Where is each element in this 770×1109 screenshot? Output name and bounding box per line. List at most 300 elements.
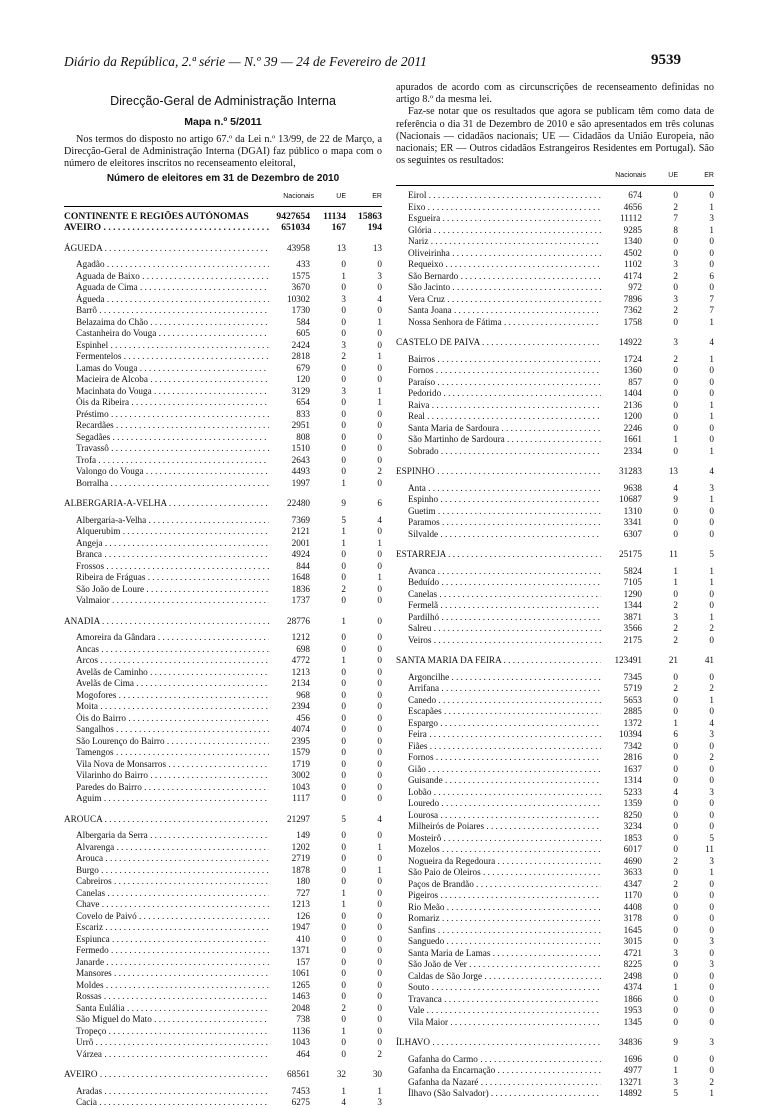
row-name: Avelãs de Caminho . . .	[76, 667, 269, 679]
er-value: 1	[377, 385, 382, 396]
parish-row	[64, 678, 382, 690]
nacionais-value: 13271	[619, 1076, 642, 1087]
ue-value: 0	[341, 724, 346, 735]
ue-value: 0	[341, 595, 346, 606]
er-value: 0	[709, 247, 714, 258]
row-name: Chave . . .	[76, 899, 269, 911]
ue-value: 0	[341, 712, 346, 723]
row-name: Guisande . . .	[408, 775, 601, 787]
parish-row	[64, 690, 382, 702]
er-value: 0	[377, 1014, 382, 1025]
nacionais-value: 972	[628, 282, 642, 293]
er-value: 0	[709, 890, 714, 901]
er-value: 0	[709, 505, 714, 516]
parish-row	[396, 787, 714, 799]
nacionais-value: 1637	[623, 763, 642, 774]
er-value: 1	[709, 224, 714, 235]
nacionais-value: 149	[296, 830, 310, 841]
row-name: Barrô . . .	[76, 305, 269, 317]
nacionais-value: 584	[296, 316, 310, 327]
parish-row	[64, 934, 382, 946]
er-value: 0	[377, 781, 382, 792]
row-name: Fermelã . . .	[408, 600, 601, 612]
municipality-row	[64, 498, 382, 510]
parish-row	[64, 549, 382, 561]
parish-row	[64, 980, 382, 992]
parish-row	[396, 305, 714, 317]
ue-value: 1	[673, 717, 678, 728]
parish-row	[396, 483, 714, 495]
er-value: 0	[377, 770, 382, 781]
ue-value: 0	[673, 588, 678, 599]
row-name: Romariz . . .	[408, 913, 601, 925]
er-value: 0	[377, 374, 382, 385]
parish-row	[396, 566, 714, 578]
ue-value: 0	[673, 763, 678, 774]
row-name: Aradas . . .	[76, 1086, 269, 1098]
ue-value: 0	[341, 689, 346, 700]
row-name: Ílhavo (São Salvador) . . .	[408, 1088, 601, 1100]
parish-row	[396, 833, 714, 845]
nacionais-value: 2175	[623, 634, 642, 645]
ue-value: 0	[341, 454, 346, 465]
row-name: Pigeiros . . .	[408, 890, 601, 902]
row-name: Lamas do Vouga . . .	[76, 363, 269, 375]
nacionais-value: 2136	[623, 399, 642, 410]
ue-value: 0	[341, 701, 346, 712]
parish-row	[396, 600, 714, 612]
nacionais-value: 126	[296, 910, 310, 921]
ue-value: 0	[673, 740, 678, 751]
nacionais-value: 9285	[623, 224, 642, 235]
parish-row	[64, 736, 382, 748]
row-name: Burgo . . .	[76, 865, 269, 877]
er-value: 1	[709, 577, 714, 588]
nacionais-value: 34836	[619, 1037, 642, 1048]
ue-value: 1	[673, 1065, 678, 1076]
nacionais-value: 31283	[619, 466, 642, 477]
row-name: Lourosa . . .	[408, 810, 601, 822]
parish-row	[64, 899, 382, 911]
row-name: Fiães . . .	[408, 741, 601, 753]
nacionais-value: 180	[296, 876, 310, 887]
er-value: 0	[377, 689, 382, 700]
nacionais-value: 833	[296, 408, 310, 419]
row-name: Nariz . . .	[408, 236, 601, 248]
nacionais-value: 21297	[287, 813, 310, 824]
row-name: Canelas . . .	[408, 589, 601, 601]
ue-value: 3	[673, 1076, 678, 1087]
er-value: 0	[709, 422, 714, 433]
nacionais-value: 651034	[281, 222, 310, 234]
er-value: 0	[709, 600, 714, 611]
nacionais-value: 7896	[623, 293, 642, 304]
municipality-row	[64, 243, 382, 255]
ue-value: 1	[341, 477, 346, 488]
ue-value: 1	[341, 537, 346, 548]
row-name: Paraíso . . .	[408, 377, 601, 389]
ue-value: 3	[673, 947, 678, 958]
ue-value: 1	[341, 887, 346, 898]
ue-value: 3	[673, 259, 678, 270]
nacionais-value: 1314	[623, 775, 642, 786]
nacionais-value: 7345	[623, 671, 642, 682]
ue-value: 0	[673, 924, 678, 935]
parish-row	[64, 782, 382, 794]
row-name: ÍLHAVO . . .	[396, 1037, 601, 1049]
parish-row	[64, 572, 382, 584]
nacionais-value: 8250	[623, 809, 642, 820]
parish-row	[396, 259, 714, 271]
er-value: 0	[377, 968, 382, 979]
nacionais-value: 2816	[623, 752, 642, 763]
er-value: 1	[377, 397, 382, 408]
parish-row	[396, 377, 714, 389]
er-value: 0	[377, 1002, 382, 1013]
er-value: 0	[377, 724, 382, 735]
ue-value: 7	[673, 213, 678, 224]
nacionais-value: 727	[296, 887, 310, 898]
nacionais-value: 5233	[623, 786, 642, 797]
parish-row	[64, 432, 382, 444]
ue-value: 3	[673, 293, 678, 304]
er-value: 0	[709, 878, 714, 889]
nacionais-value: 5719	[623, 683, 642, 694]
department-title: Direcção-Geral de Administração Interna	[110, 94, 336, 108]
nacionais-value: 4656	[623, 201, 642, 212]
ue-value: 0	[341, 864, 346, 875]
parish-row	[396, 959, 714, 971]
parish-row	[64, 876, 382, 888]
nacionais-value: 1372	[623, 717, 642, 728]
parish-row	[64, 374, 382, 386]
municipality-row	[64, 616, 382, 628]
er-value: 0	[709, 282, 714, 293]
er-value: 0	[377, 595, 382, 606]
nacionais-value: 2395	[291, 735, 310, 746]
er-value: 0	[377, 712, 382, 723]
er-value: 0	[377, 933, 382, 944]
nacionais-value: 1371	[291, 945, 310, 956]
er-value: 1	[377, 351, 382, 362]
er-value: 0	[709, 821, 714, 832]
ue-value: 0	[341, 956, 346, 967]
parish-row	[396, 764, 714, 776]
parish-row	[64, 1037, 382, 1049]
nacionais-value: 3670	[291, 282, 310, 293]
parish-row	[64, 478, 382, 490]
nacionais-value: 1730	[291, 305, 310, 316]
nacionais-value: 3002	[291, 770, 310, 781]
parish-row	[396, 612, 714, 624]
er-value: 0	[709, 809, 714, 820]
er-value: 0	[709, 517, 714, 528]
row-name: Santa Joana . . .	[408, 305, 601, 317]
parish-row	[396, 994, 714, 1006]
er-value: 1	[709, 411, 714, 422]
er-value: 3	[709, 959, 714, 970]
ue-value: 0	[341, 316, 346, 327]
er-value: 4	[377, 813, 382, 824]
row-name: Castanheira do Vouga . . .	[76, 328, 269, 340]
left-column	[64, 90, 382, 1109]
row-name: Louredo . . .	[408, 798, 601, 810]
ue-value: 2	[673, 683, 678, 694]
er-value: 1	[377, 1085, 382, 1096]
er-value: 0	[377, 560, 382, 571]
nacionais-value: 1719	[291, 758, 310, 769]
nacionais-value: 2246	[623, 422, 642, 433]
er-value: 1	[377, 572, 382, 583]
row-name: Mozelos . . .	[408, 844, 601, 856]
row-name: Aguim . . .	[76, 793, 269, 805]
parish-row	[396, 718, 714, 730]
ue-value: 0	[673, 832, 678, 843]
row-name: Valmaior . . .	[76, 595, 269, 607]
parish-row	[396, 948, 714, 960]
parish-row	[64, 584, 382, 596]
nacionais-value: 1102	[623, 259, 642, 270]
nacionais-value: 2951	[291, 420, 310, 431]
nacionais-value: 1310	[623, 505, 642, 516]
nacionais-value: 1510	[291, 443, 310, 454]
row-name: Fornos . . .	[408, 365, 601, 377]
parish-row	[64, 922, 382, 934]
er-value: 5	[709, 832, 714, 843]
nacionais-value: 7453	[291, 1085, 310, 1096]
parish-row	[64, 328, 382, 340]
ue-value: 0	[341, 841, 346, 852]
er-value: 0	[377, 328, 382, 339]
er-value: 0	[377, 678, 382, 689]
row-name: Glória . . .	[408, 225, 601, 237]
parish-row	[396, 365, 714, 377]
parish-row	[396, 190, 714, 202]
ue-value: 13	[668, 466, 678, 477]
row-name: Beduído . . .	[408, 577, 601, 589]
ue-value: 0	[341, 328, 346, 339]
ue-value: 0	[673, 959, 678, 970]
ue-value: 0	[341, 408, 346, 419]
parish-row	[64, 991, 382, 1003]
nacionais-value: 8225	[623, 959, 642, 970]
ue-value: 0	[341, 362, 346, 373]
row-name: São Miguel do Mato . . .	[76, 1014, 269, 1026]
ue-value: 0	[341, 770, 346, 781]
municipality-row	[396, 337, 714, 349]
nacionais-value: 6275	[291, 1097, 310, 1108]
parish-row	[64, 282, 382, 294]
nacionais-value: 857	[628, 376, 642, 387]
municipality-row	[64, 1069, 382, 1081]
ue-value: 0	[673, 517, 678, 528]
ue-value: 0	[341, 793, 346, 804]
nacionais-value: 3234	[623, 821, 642, 832]
er-value: 1	[377, 864, 382, 875]
parish-row	[396, 695, 714, 707]
ue-value: 4	[673, 482, 678, 493]
nacionais-value: 2134	[291, 678, 310, 689]
ue-value: 0	[673, 821, 678, 832]
parish-row	[64, 1086, 382, 1098]
ue-value: 0	[341, 968, 346, 979]
er-value: 0	[377, 922, 382, 933]
continuation-paragraph: apurados de acordo com as circunscrições de recenseamento definidas no artigo 8.º da mesma lei.	[396, 82, 714, 106]
ue-value: 0	[341, 830, 346, 841]
nacionais-value: 808	[296, 431, 310, 442]
ue-value: 4	[341, 1097, 346, 1108]
parish-row	[396, 236, 714, 248]
parish-row	[396, 282, 714, 294]
row-name: Santa Eulália . . .	[76, 1003, 269, 1015]
ue-value: 2	[673, 201, 678, 212]
row-name: Mosteirô . . .	[408, 833, 601, 845]
ue-value: 2	[341, 1002, 346, 1013]
parish-row	[396, 494, 714, 506]
col-header-er: ER	[704, 172, 714, 180]
ue-value: 2	[673, 855, 678, 866]
er-value: 0	[709, 671, 714, 682]
row-name: Macinhata do Vouga . . .	[76, 386, 269, 398]
row-name: Trofa . . .	[76, 455, 269, 467]
parish-row	[396, 577, 714, 589]
row-name: São Lourenço do Bairro . . .	[76, 736, 269, 748]
row-name: Espargo . . .	[408, 718, 601, 730]
er-value: 0	[377, 910, 382, 921]
ue-value: 0	[341, 1037, 346, 1048]
row-name: Vila Nova de Monsarros . . .	[76, 759, 269, 771]
nacionais-value: 2885	[623, 706, 642, 717]
row-name: Paredes do Bairro . . .	[76, 782, 269, 794]
er-value: 0	[709, 993, 714, 1004]
nacionais-value: 1340	[623, 236, 642, 247]
ue-value: 0	[673, 798, 678, 809]
parish-row	[396, 683, 714, 695]
row-name: Arouca . . .	[76, 853, 269, 865]
ue-value: 1	[341, 615, 346, 626]
ue-value: 1	[341, 526, 346, 537]
ue-value: 5	[341, 514, 346, 525]
er-value: 0	[709, 763, 714, 774]
er-value: 13	[372, 242, 382, 253]
row-name: Alvarenga . . .	[76, 842, 269, 854]
nacionais-value: 3566	[623, 623, 642, 634]
row-name: Segadães . . .	[76, 432, 269, 444]
nacionais-value: 1359	[623, 798, 642, 809]
parish-row	[64, 793, 382, 805]
nacionais-value: 433	[296, 259, 310, 270]
nacionais-value: 2818	[291, 351, 310, 362]
nacionais-value: 3178	[623, 913, 642, 924]
parish-row	[64, 515, 382, 527]
parish-row	[396, 423, 714, 435]
er-value: 0	[709, 1065, 714, 1076]
row-name: Préstimo . . .	[76, 409, 269, 421]
ue-value: 8	[673, 224, 678, 235]
parish-row	[396, 798, 714, 810]
row-name: Urrô . . .	[76, 1037, 269, 1049]
ue-value: 0	[673, 388, 678, 399]
er-value: 0	[377, 747, 382, 758]
ue-value: 0	[673, 505, 678, 516]
er-value: 3	[709, 936, 714, 947]
nacionais-value: 7342	[623, 740, 642, 751]
parish-row	[64, 386, 382, 398]
er-value: 0	[709, 259, 714, 270]
nacionais-value: 674	[628, 190, 642, 201]
er-value: 3	[377, 1097, 382, 1108]
row-name: Santa Maria de Lamas . . .	[408, 948, 601, 960]
row-name: Anta . . .	[408, 483, 601, 495]
parish-row	[64, 770, 382, 782]
er-value: 0	[377, 282, 382, 293]
nacionais-value: 22480	[287, 498, 310, 509]
row-name: AVEIRO . . .	[64, 1069, 269, 1081]
row-name: Mogofores . . .	[76, 690, 269, 702]
er-value: 1	[709, 867, 714, 878]
er-value: 0	[377, 526, 382, 537]
er-value: 1	[709, 316, 714, 327]
ue-value: 0	[673, 190, 678, 201]
nacionais-value: 1579	[291, 747, 310, 758]
ue-value: 6	[673, 729, 678, 740]
nacionais-value: 2643	[291, 454, 310, 465]
nacionais-value: 1344	[623, 600, 642, 611]
ue-value: 32	[336, 1069, 346, 1080]
parish-row	[396, 752, 714, 764]
col-header-ue: UE	[336, 192, 346, 200]
ue-value: 0	[673, 316, 678, 327]
parish-row	[396, 1017, 714, 1029]
nacionais-value: 464	[296, 1048, 310, 1059]
nacionais-value: 9638	[623, 482, 642, 493]
row-name: Espinhel . . .	[76, 340, 269, 352]
ue-value: 0	[341, 758, 346, 769]
parish-row	[64, 759, 382, 771]
row-name: AROUCA . . .	[64, 814, 269, 826]
parish-row	[64, 317, 382, 329]
row-name: Caldas de São Jorge . . .	[408, 971, 601, 983]
er-value: 0	[709, 1016, 714, 1027]
nacionais-value: 43958	[287, 242, 310, 253]
row-name: Veiros . . .	[408, 635, 601, 647]
ue-value: 0	[673, 970, 678, 981]
nacionais-value: 3015	[623, 936, 642, 947]
er-value: 0	[377, 549, 382, 560]
row-name: Macieira de Alcoba . . .	[76, 374, 269, 386]
er-value: 0	[377, 420, 382, 431]
ue-value: 0	[673, 993, 678, 1004]
ue-value: 0	[673, 411, 678, 422]
municipality-row	[396, 466, 714, 478]
municipality-row	[64, 814, 382, 826]
parish-row	[396, 925, 714, 937]
parish-row	[396, 982, 714, 994]
row-name: Tropeço . . .	[76, 1026, 269, 1038]
er-value: 0	[709, 901, 714, 912]
left-table-body	[64, 211, 382, 1109]
nacionais-value: 4493	[291, 466, 310, 477]
nacionais-value: 1265	[291, 979, 310, 990]
nacionais-value: 4374	[623, 982, 642, 993]
er-value: 0	[377, 632, 382, 643]
ue-value: 1	[341, 1025, 346, 1036]
er-value: 3	[709, 786, 714, 797]
er-value: 15863	[358, 210, 382, 222]
ue-value: 21	[668, 655, 678, 666]
ue-value: 0	[673, 671, 678, 682]
parish-row	[64, 957, 382, 969]
